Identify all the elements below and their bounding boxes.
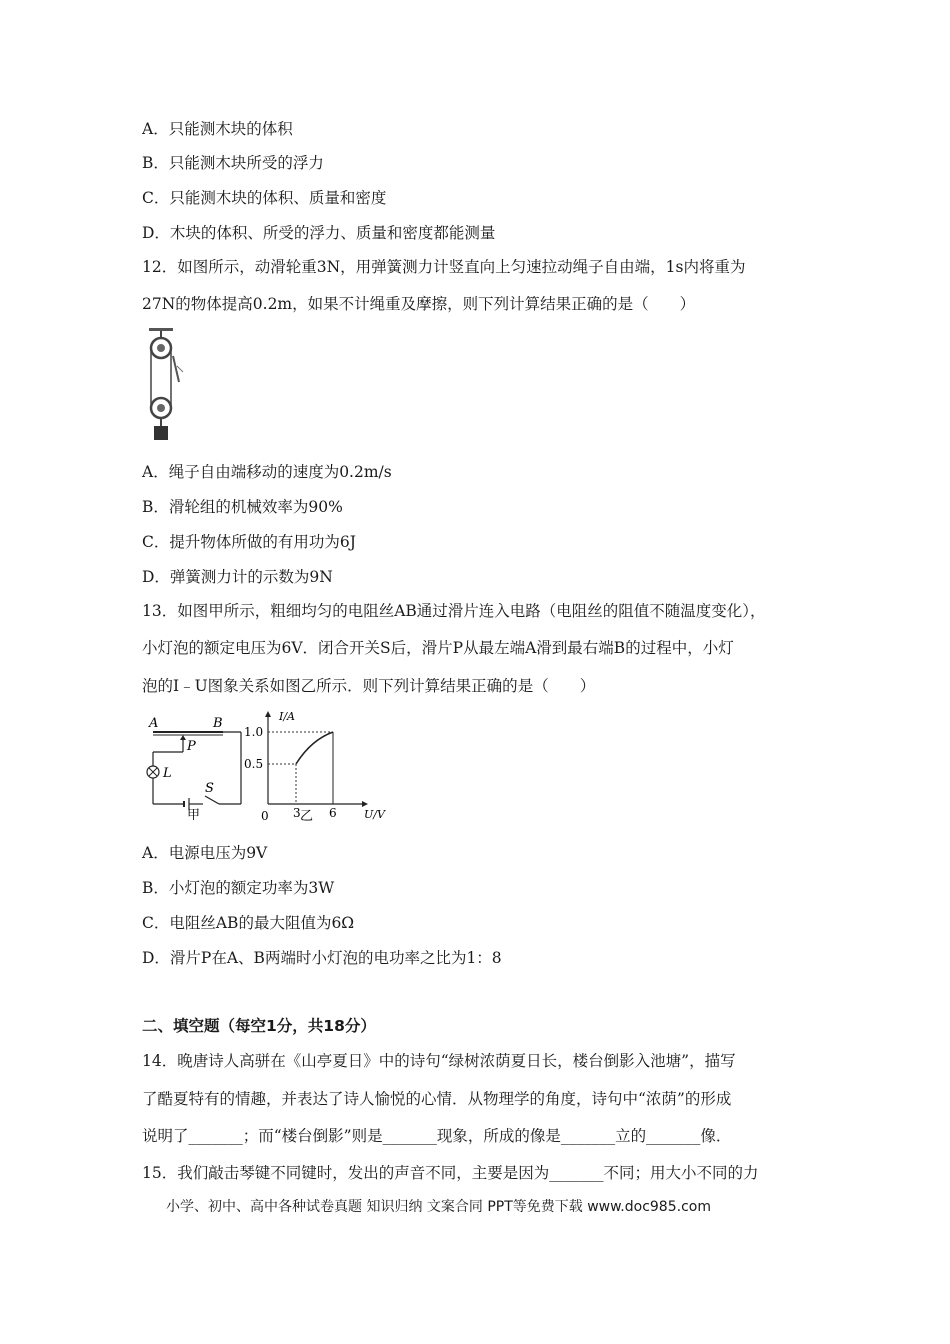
q14-line3: 说明了_______；而“楼台倒影”则是_______现象，所成的像是_______立的_______像． [142, 1127, 732, 1145]
q13-stem-line3: 泡的I﹣U图象关系如图乙所示．则下列计算结果正确的是（ ） [142, 677, 596, 695]
q14-line2: 了酷夏特有的情趣，并表达了诗人愉悦的心情．从物理学的角度，诗句中“浓荫”的形成 [142, 1090, 732, 1108]
y-axis-label: I/A [279, 710, 295, 723]
q14-line1: 14．晚唐诗人高骈在《山亭夏日》中的诗句“绿树浓荫夏日长，楼台倒影入池塘”，描写 [142, 1052, 736, 1070]
y-tick-05: 0.5 [244, 757, 264, 771]
caption-jia: 甲 [187, 808, 201, 822]
x-tick-6: 6 [329, 806, 337, 820]
q12-option-b: B．滑轮组的机械效率为90% [142, 498, 343, 516]
q11-option-a: A．只能测木块的体积 [142, 120, 293, 138]
page-footer: 小学、初中、高中各种试卷真题 知识归纳 文案合同 PPT等免费下载 www.doc985.com [166, 1199, 711, 1215]
q13-option-d: D．滑片P在A、B两端时小灯泡的电功率之比为1：8 [142, 949, 502, 967]
y-tick-1: 1.0 [244, 725, 264, 739]
caption-yi: 乙 [300, 809, 314, 822]
q13-option-b: B．小灯泡的额定功率为3W [142, 879, 335, 897]
label-a: A [149, 716, 159, 731]
x-axis-label: U/V [364, 808, 385, 821]
x-tick-0: 0 [261, 809, 269, 822]
circuit-and-graph-figure [143, 708, 399, 822]
q13-option-c: C．电阻丝AB的最大阻值为6Ω [142, 914, 355, 932]
circuit-diagram [147, 716, 241, 822]
label-l: L [163, 766, 172, 781]
q12-option-c: C．提升物体所做的有用功为6J [142, 533, 356, 551]
iu-graph [244, 710, 386, 822]
q12-option-d: D．弹簧测力计的示数为9N [142, 568, 333, 586]
pulley-figure [143, 326, 185, 442]
q12-stem-line1: 12．如图所示，动滑轮重3N，用弹簧测力计竖直向上匀速拉动绳子自由端，1s内将重为 [142, 258, 746, 276]
q12-option-a: A．绳子自由端移动的速度为0.2m/s [142, 463, 392, 481]
q12-stem-line2: 27N的物体提高0.2m，如果不计绳重及摩擦，则下列计算结果正确的是（ ） [142, 295, 696, 313]
q13-option-a: A．电源电压为9V [142, 844, 268, 862]
q15-line1: 15．我们敲击琴键不同键时，发出的声音不同，主要是因为_______不同；用大小不同的力 [142, 1164, 759, 1182]
q13-stem-line1: 13．如图甲所示，粗细均匀的电阻丝AB通过滑片连入电路（电阻丝的阻值不随温度变化）， [142, 602, 766, 620]
q13-stem-line2: 小灯泡的额定电压为6V．闭合开关S后，滑片P从最左端A滑到最右端B的过程中，小灯 [142, 639, 734, 657]
q11-option-b: B．只能测木块所受的浮力 [142, 154, 324, 172]
q11-option-d: D．木块的体积、所受的浮力、质量和密度都能测量 [142, 224, 496, 242]
label-p: P [187, 739, 196, 754]
label-s: S [205, 781, 214, 796]
q11-option-c: C．只能测木块的体积、质量和密度 [142, 189, 387, 207]
label-b: B [213, 716, 223, 731]
section-heading: 二、填空题（每空1分，共18分） [142, 1017, 376, 1035]
x-tick-3: 3 [293, 806, 301, 820]
